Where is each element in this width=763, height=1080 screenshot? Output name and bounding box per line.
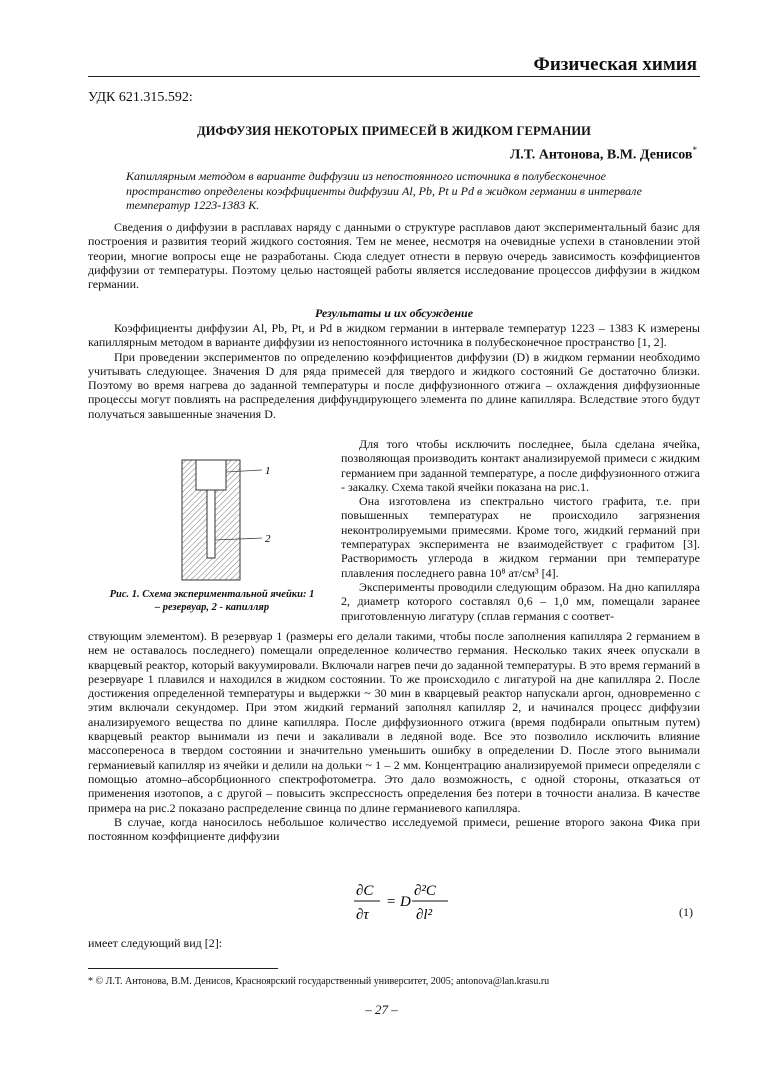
footnote-rule: [88, 968, 278, 969]
intro-section: [88, 220, 700, 291]
intro-paragraph: Сведения о диффузии в расплавах наряду с данными о структуре расплавов дают экспериментальный базис для построения и развития теорий жидкого состояния. Тем не менее, несмотря на очевидные успехи в становлении этой теории, многие вопросы еще не разработаны. Сюда следует отнести в первую очередь зависимость коэффициентов диффузии от температуры. Поэтому целью настоящей работы является исследование процессов диффузии в жидком германии.: [88, 220, 700, 292]
paragraph-5-rest: ствующим элементом). В резервуар 1 (размеры его делали такими, чтобы после заполнения капилляра 2 германием в нем не оставалось последнего) помещали определенное количество германия. Несколько таких ячеек опускали в кварцевый реактор, который вакуумировали. Включали нагрев печи до заданной температуры. В это время германий в резервуаре 1 плавился и находился в жидком состоянии. То же происходило с лигатурой на дне капилляра 2. После достижения определенной температуры и выдержки ~ 30 мин в кварцевый реактор напускали аргон, одновременно с этим включали секундомер. При этом жидкий германий заполнял капилляр 2, и начинался процесс диффузии анализируемого вещества по длине капилляра. После диффузионного отжига (время подбирали опытным путем) кварцевый реактор вынимали из печи и закаливали в ледяной воде. Все это позволило исключить влияние массопереноса в твердом состоянии и значительно уменьшить ошибку в определении D. После этого вынимали германиевый капилляр из ячейки и делили на дольки ~ 1 – 2 мм. Концентрацию анализируемой примеси определяли с помощью атомно–абсорбционного спектрофотометра. Это дало возможность, с одной стороны, отказаться от применения изотопов, а с другой – повысить экспрессность определения без потери в точности анализа. В качестве примера на рис.2 показано распределение свинца по длине германиевого капилляра.: [88, 629, 700, 815]
paragraph-4: Она изготовлена из спектрально чистого графита, т.е. при повышенных температурах не происходило загрязнения неконтролируемыми примесями. Кроме того, жидкий германий при температурах эксперимента не взаимодействует с графитом [3]. Растворимость углерода в жидком германии при температуре плавления последнего равна 10⁸ ат/см³ [4].: [341, 494, 700, 580]
label-1: 1: [265, 465, 271, 477]
header-rule: [88, 76, 700, 77]
abstract: Капиллярным методом в варианте диффузии из непостоянного источника в полубесконечное пространство определены коэффициенты диффузии Al, Pb, Pt и Pd в жидком германии в интервале темпеpатур 1223-1383 K.: [126, 169, 642, 212]
journal-section-title: Физическая химия: [533, 54, 697, 75]
cell-diagram: [162, 450, 302, 590]
udk-code: УДК 621.315.592:: [88, 90, 193, 105]
rhs-numerator: ∂²C: [414, 883, 436, 899]
coefficient-d: D: [400, 894, 411, 910]
lhs-denominator: ∂τ: [356, 907, 369, 923]
paragraph-2: При проведении экспериментов по определению коэффициентов диффузии (D) в жидком германии необходимо учитывать следующее. Значения D для ряда примесей для твердого и жидкого состояний Ge достаточно близки. Поэтому во время нагрева до заданной температуры и после диффузионного отжига – охлаждения диффузионные процессы могут повлиять на распределения диффундирующего элемента по длине капилляра. Вследствие этого будут получаться завышенные значения D.: [88, 349, 700, 421]
reservoir: [196, 460, 226, 490]
results-section: [88, 321, 700, 421]
rhs-denominator: ∂l²: [416, 907, 433, 923]
section-heading: Результаты и их обсуждение: [314, 306, 474, 320]
after-formula-text: имеет следующий вид [2]:: [88, 936, 223, 950]
capillary: [207, 490, 215, 558]
footnote: * © Л.Т. Антонова, В.М. Денисов, Красноярский государственный университет, 2005; antonova@lan.krasu.ru: [88, 976, 550, 987]
authors: [510, 145, 697, 164]
diffusion-equation: [352, 877, 452, 927]
lhs-numerator: ∂C: [356, 883, 374, 899]
equation-number: (1): [679, 905, 693, 919]
figure-caption: Рис. 1. Схема экспериментальной ячейки: 1 – резервуар, 2 - капилляр: [109, 589, 315, 613]
author-footnote-mark: *: [692, 145, 697, 155]
author-names: Л.Т. Антонова, В.М. Денисов: [509, 147, 693, 163]
methods-section: [88, 629, 700, 843]
paragraph-1: Коэффициенты диффузии Al, Pb, Pt, и Pd в жидком германии в интервале температур 1223 – 1383 K измерены капиллярным методом в варианте диффузии из непостоянного источника в полубесконечное пространство [1, 2].: [88, 321, 700, 350]
after-formula-section: [88, 936, 700, 950]
paragraph-6: В случае, когда наносилось небольшое количество исследуемой примеси, решение второго закона Фика при постоянном коэффициенте диффузии: [88, 814, 700, 844]
article-title: ДИФФУЗИЯ НЕКОТОРЫХ ПРИМЕСЕЙ В ЖИДКОМ ГЕРМАНИИ: [197, 124, 591, 138]
equals-sign: =: [386, 894, 397, 910]
page-number: – 27 –: [365, 1002, 398, 1017]
label-2: 2: [265, 533, 271, 545]
right-column: [341, 437, 700, 623]
paragraph-3: Для того чтобы исключить последнее, была сделана ячейка, позволяющая производить контакт анализируемой примеси с жидким германием при заданной температуре, а после диффузионного отжига - закалку. Схема такой ячейки показана на рис.1.: [341, 437, 700, 494]
paragraph-5-start: Эксперименты проводили следующим образом. На дно капилляра 2, диаметр которого составлял 0,6 – 1,0 мм, помещали заранее приготовленную лигатуру (сплав германия с соответ-: [341, 579, 700, 623]
